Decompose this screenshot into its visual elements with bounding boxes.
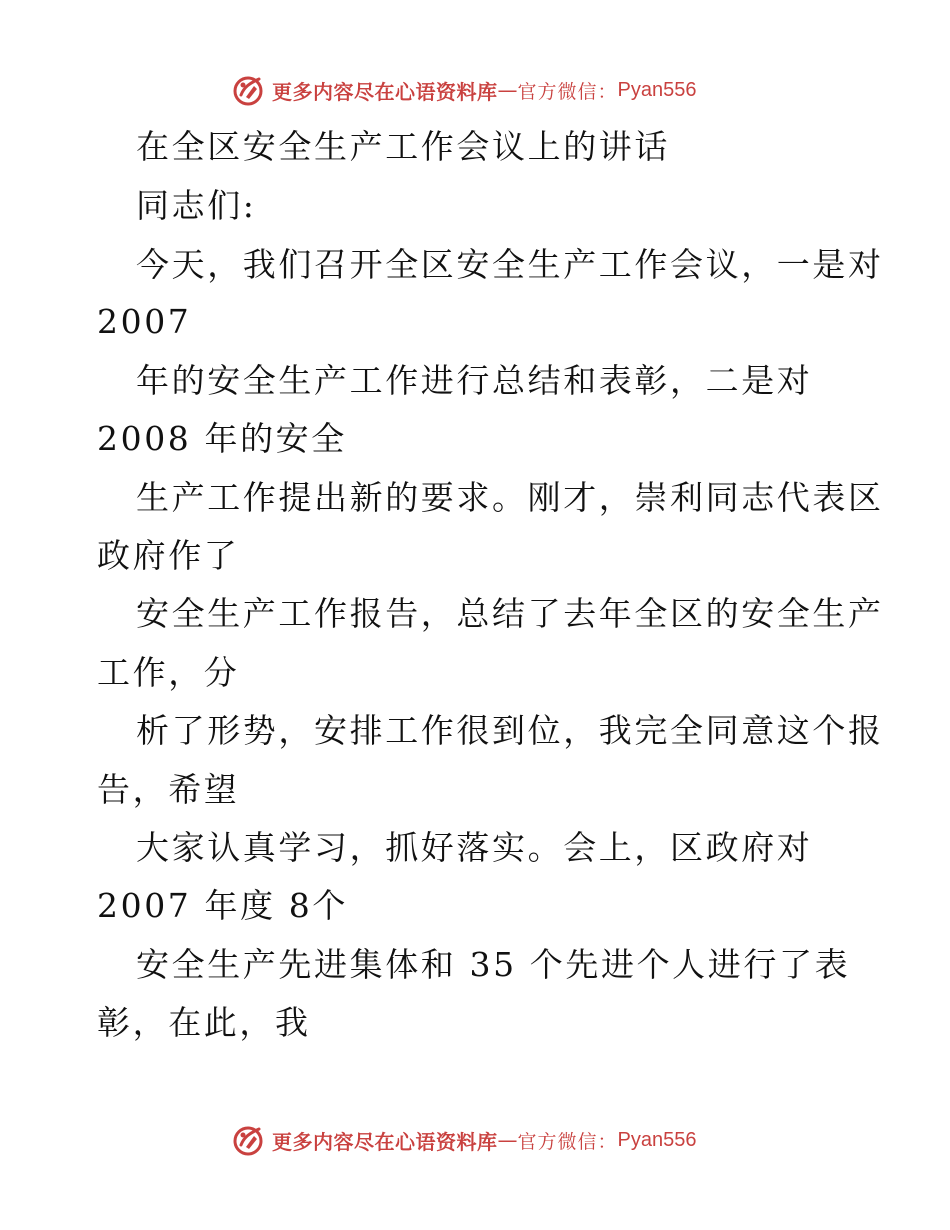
body-line: 彰，在此，我 [97, 1003, 311, 1042]
body-line: 生产工作提出新的要求。刚才，崇利同志代表区 [136, 478, 884, 517]
body-line: 安全生产先进集体和 35 个先进个人进行了表 [136, 945, 851, 984]
red-seal-logo-icon [232, 1123, 266, 1157]
watermark-wechat-id: Pyan556 [617, 1128, 697, 1151]
watermark-wechat-label: 官方微信： [517, 80, 618, 103]
watermark-wechat-label: 官方微信： [517, 1130, 618, 1153]
body-line: 2008 年的安全 [97, 419, 347, 458]
body-line: 工作，分 [97, 653, 240, 692]
body-line: 2007 [97, 302, 192, 341]
speech-title: 在全区安全生产工作会议上的讲话 [136, 127, 670, 166]
body-line: 今天，我们召开全区安全生产工作会议，一是对 [136, 245, 884, 284]
watermark-separator: — [497, 1128, 518, 1152]
body-line: 大家认真学习，抓好落实。会上，区政府对 [136, 828, 813, 867]
body-line: 安全生产工作报告，总结了去年全区的安全生产 [136, 594, 884, 633]
body-line: 年的安全生产工作进行总结和表彰，二是对 [136, 361, 813, 400]
footer-watermark-banner [232, 1121, 752, 1159]
red-seal-logo-icon [232, 73, 266, 107]
body-line: 政府作了 [97, 536, 240, 575]
body-line: 2007 年度 8个 [97, 886, 348, 925]
header-watermark-banner [232, 71, 752, 109]
body-line: 析了形势，安排工作很到位，我完全同意这个报 [136, 711, 884, 750]
watermark-main-text: 更多内容尽在心语资料库 [272, 79, 498, 104]
watermark-separator: — [497, 78, 518, 102]
body-line: 告，希望 [97, 770, 240, 809]
watermark-wechat-id: Pyan556 [617, 78, 697, 101]
watermark-main-text: 更多内容尽在心语资料库 [272, 1129, 498, 1154]
salutation: 同志们: [136, 186, 257, 225]
